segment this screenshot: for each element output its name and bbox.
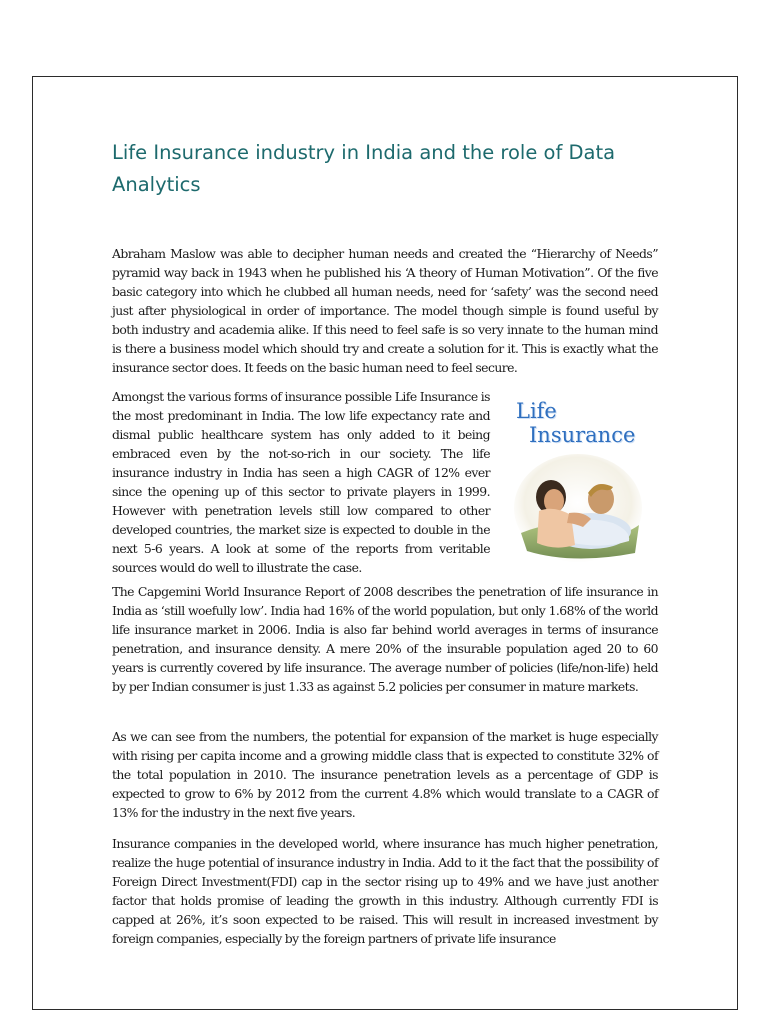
- document-title: Life Insurance industry in India and the role of Data Analytics: [112, 141, 616, 196]
- paragraph-capgemini: The Capgemini World Insurance Report of 2008 describes the penetration of life insurance in India as ‘still woefully low’. India had 16% of the world population, but only 1.68% of the world life insurance market in 2006. India is also far behind world averages in terms of insurance penetration, and insurance density. A mere 20% of the insurable population aged 20 to 60 years is currently covered by life insurance. The average number of policies (life/non-life) held by per Indian consumer is just 1.33 as against 5.2 policies per consumer in mature markets.: [112, 584, 658, 694]
- life-insurance-illustration: [508, 393, 660, 567]
- paragraph-predominance: Amongst the various forms of insurance possible Life Insurance is the most predominant in India. The low life expectancy rate and dismal public healthcare system has only added to it being embraced even by the not-so-rich in our society. The life insurance industry in India has seen a high CAGR of 12% ever since the opening up of this sector to private players in 1999. However with penetration levels still low compared to other developed countries, the market size is expected to double in the next 5-6 years. A look at some of the reports from veritable sources would do well to illustrate the case.: [112, 389, 490, 575]
- figure-caption-line1: Life: [516, 399, 557, 423]
- paragraph-fdi: Insurance companies in the developed world, where insurance has much higher penetration, realize the huge potential of insurance industry in India. Add to it the fact that the possibility of Foreign Direct Investment(FDI) cap in the sector rising up to 49% and we have just another factor that holds promise of leading the growth in this industry. Although currently FDI is capped at 26%, it’s soon expected to be raised. This will result in increased investment by foreign companies, especially by the foreign partners of private life insurance: [112, 836, 658, 946]
- paragraph-maslow: Abraham Maslow was able to decipher human needs and created the “Hierarchy of Needs” pyramid way back in 1943 when he published his ‘A theory of Human Motivation”. Of the five basic category into which he clubbed all human needs, need for ‘safety’ was the second need just after physiological in order of importance. The model though simple is found useful by both industry and academia alike. If this need to feel safe is so very innate to the human mind is there a business model which should try and create a solution for it. This is exactly what the insurance sector does. It feeds on the basic human need to feel secure.: [112, 246, 658, 375]
- family-photo: [513, 453, 643, 563]
- figure-caption-line2: Insurance: [529, 423, 636, 447]
- paragraph-expansion: As we can see from the numbers, the potential for expansion of the market is huge especially with rising per capita income and a growing middle class that is expected to constitute 32% of the total population in 2010. The insurance penetration levels as a percentage of GDP is expected to grow to 6% by 2012 from the current 4.8% which would translate to a CAGR of 13% for the industry in the next five years.: [112, 729, 658, 820]
- document-page: [32, 76, 738, 1010]
